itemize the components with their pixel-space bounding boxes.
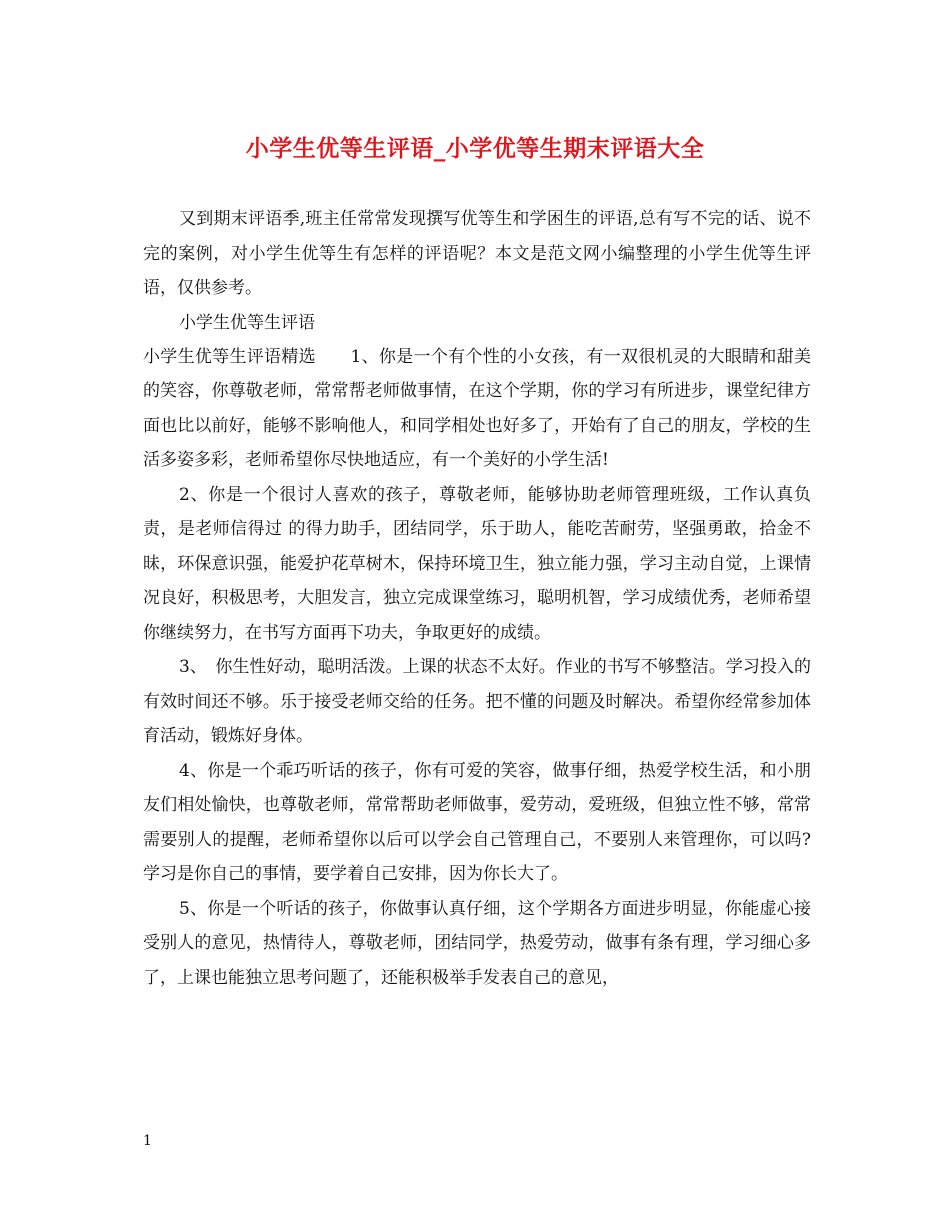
comment-paragraph-4: 4、你是一个乖巧听话的孩子，你有可爱的笑容，做事仔细，热爱学校生活，和小朋友们相处愉快，也尊敬老师，常常帮助老师做事，爱劳动，爱班级，但独立性不够，常常需要别人的提醒，老师希望你以后可以学会自己管理自己，不要别人来管理你，可以吗?学习是你自己的事情，要学着自己安排，因为你长大了。 xyxy=(143,760,811,884)
comment-paragraph-2: 2、你是一个很讨人喜欢的孩子，尊敬老师，能够协助老师管理班级，工作认真负责，是老师信得过 的得力助手，团结同学，乐于助人，能吃苦耐劳，坚强勇敢，拾金不昧，环保意识强，能爱护花草树木，保持环境卫生，独立能力强，学习主动自觉，上课情况良好，积极思考，大胆发言，独立完成课堂练习，聪明机智，学习成绩优秀，老师希望你继续努力，在书写方面再下功夫，争取更好的成绩。 xyxy=(143,484,811,643)
section-heading: 小学生优等生评语 xyxy=(179,312,315,333)
page-number: 1 xyxy=(143,1133,152,1149)
intro-paragraph: 又到期末评语季,班主任常常发现撰写优等生和学困生的评语,总有写不完的话、说不完的案例，对小学生优等生有怎样的评语呢？本文是范文网小编整理的小学生优等生评语，仅供参考。 xyxy=(143,209,811,298)
document-body xyxy=(143,202,811,995)
document-title: 小学生优等生评语_小学优等生期末评语大全 xyxy=(245,135,705,162)
comment-paragraph-1: 小学生优等生评语精选 1、你是一个有个性的小女孩，有一双很机灵的大眼睛和甜美的笑容，你尊敬老师，常常帮老师做事情，在这个学期，你的学习有所进步，课堂纪律方面也比以前好，能够不影响他人，和同学相处也好多了，开始有了自己的朋友，学校的生活多姿多彩，老师希望你尽快地适应，有一个美好的小学生活! xyxy=(143,346,811,470)
comment-paragraph-3: 3、 你生性好动，聪明活泼。上课的状态不太好。作业的书写不够整洁。学习投入的有效时间还不够。乐于接受老师交给的任务。把不懂的问题及时解决。希望你经常参加体育活动，锻炼好身体。 xyxy=(143,657,811,746)
comment-paragraph-5: 5、你是一个听话的孩子，你做事认真仔细，这个学期各方面进步明显，你能虚心接受别人的意见，热情待人，尊敬老师，团结同学，热爱劳动，做事有条有理，学习细心多了，上课也能独立思考问题了，还能积极举手发表自己的意见， xyxy=(143,898,811,988)
